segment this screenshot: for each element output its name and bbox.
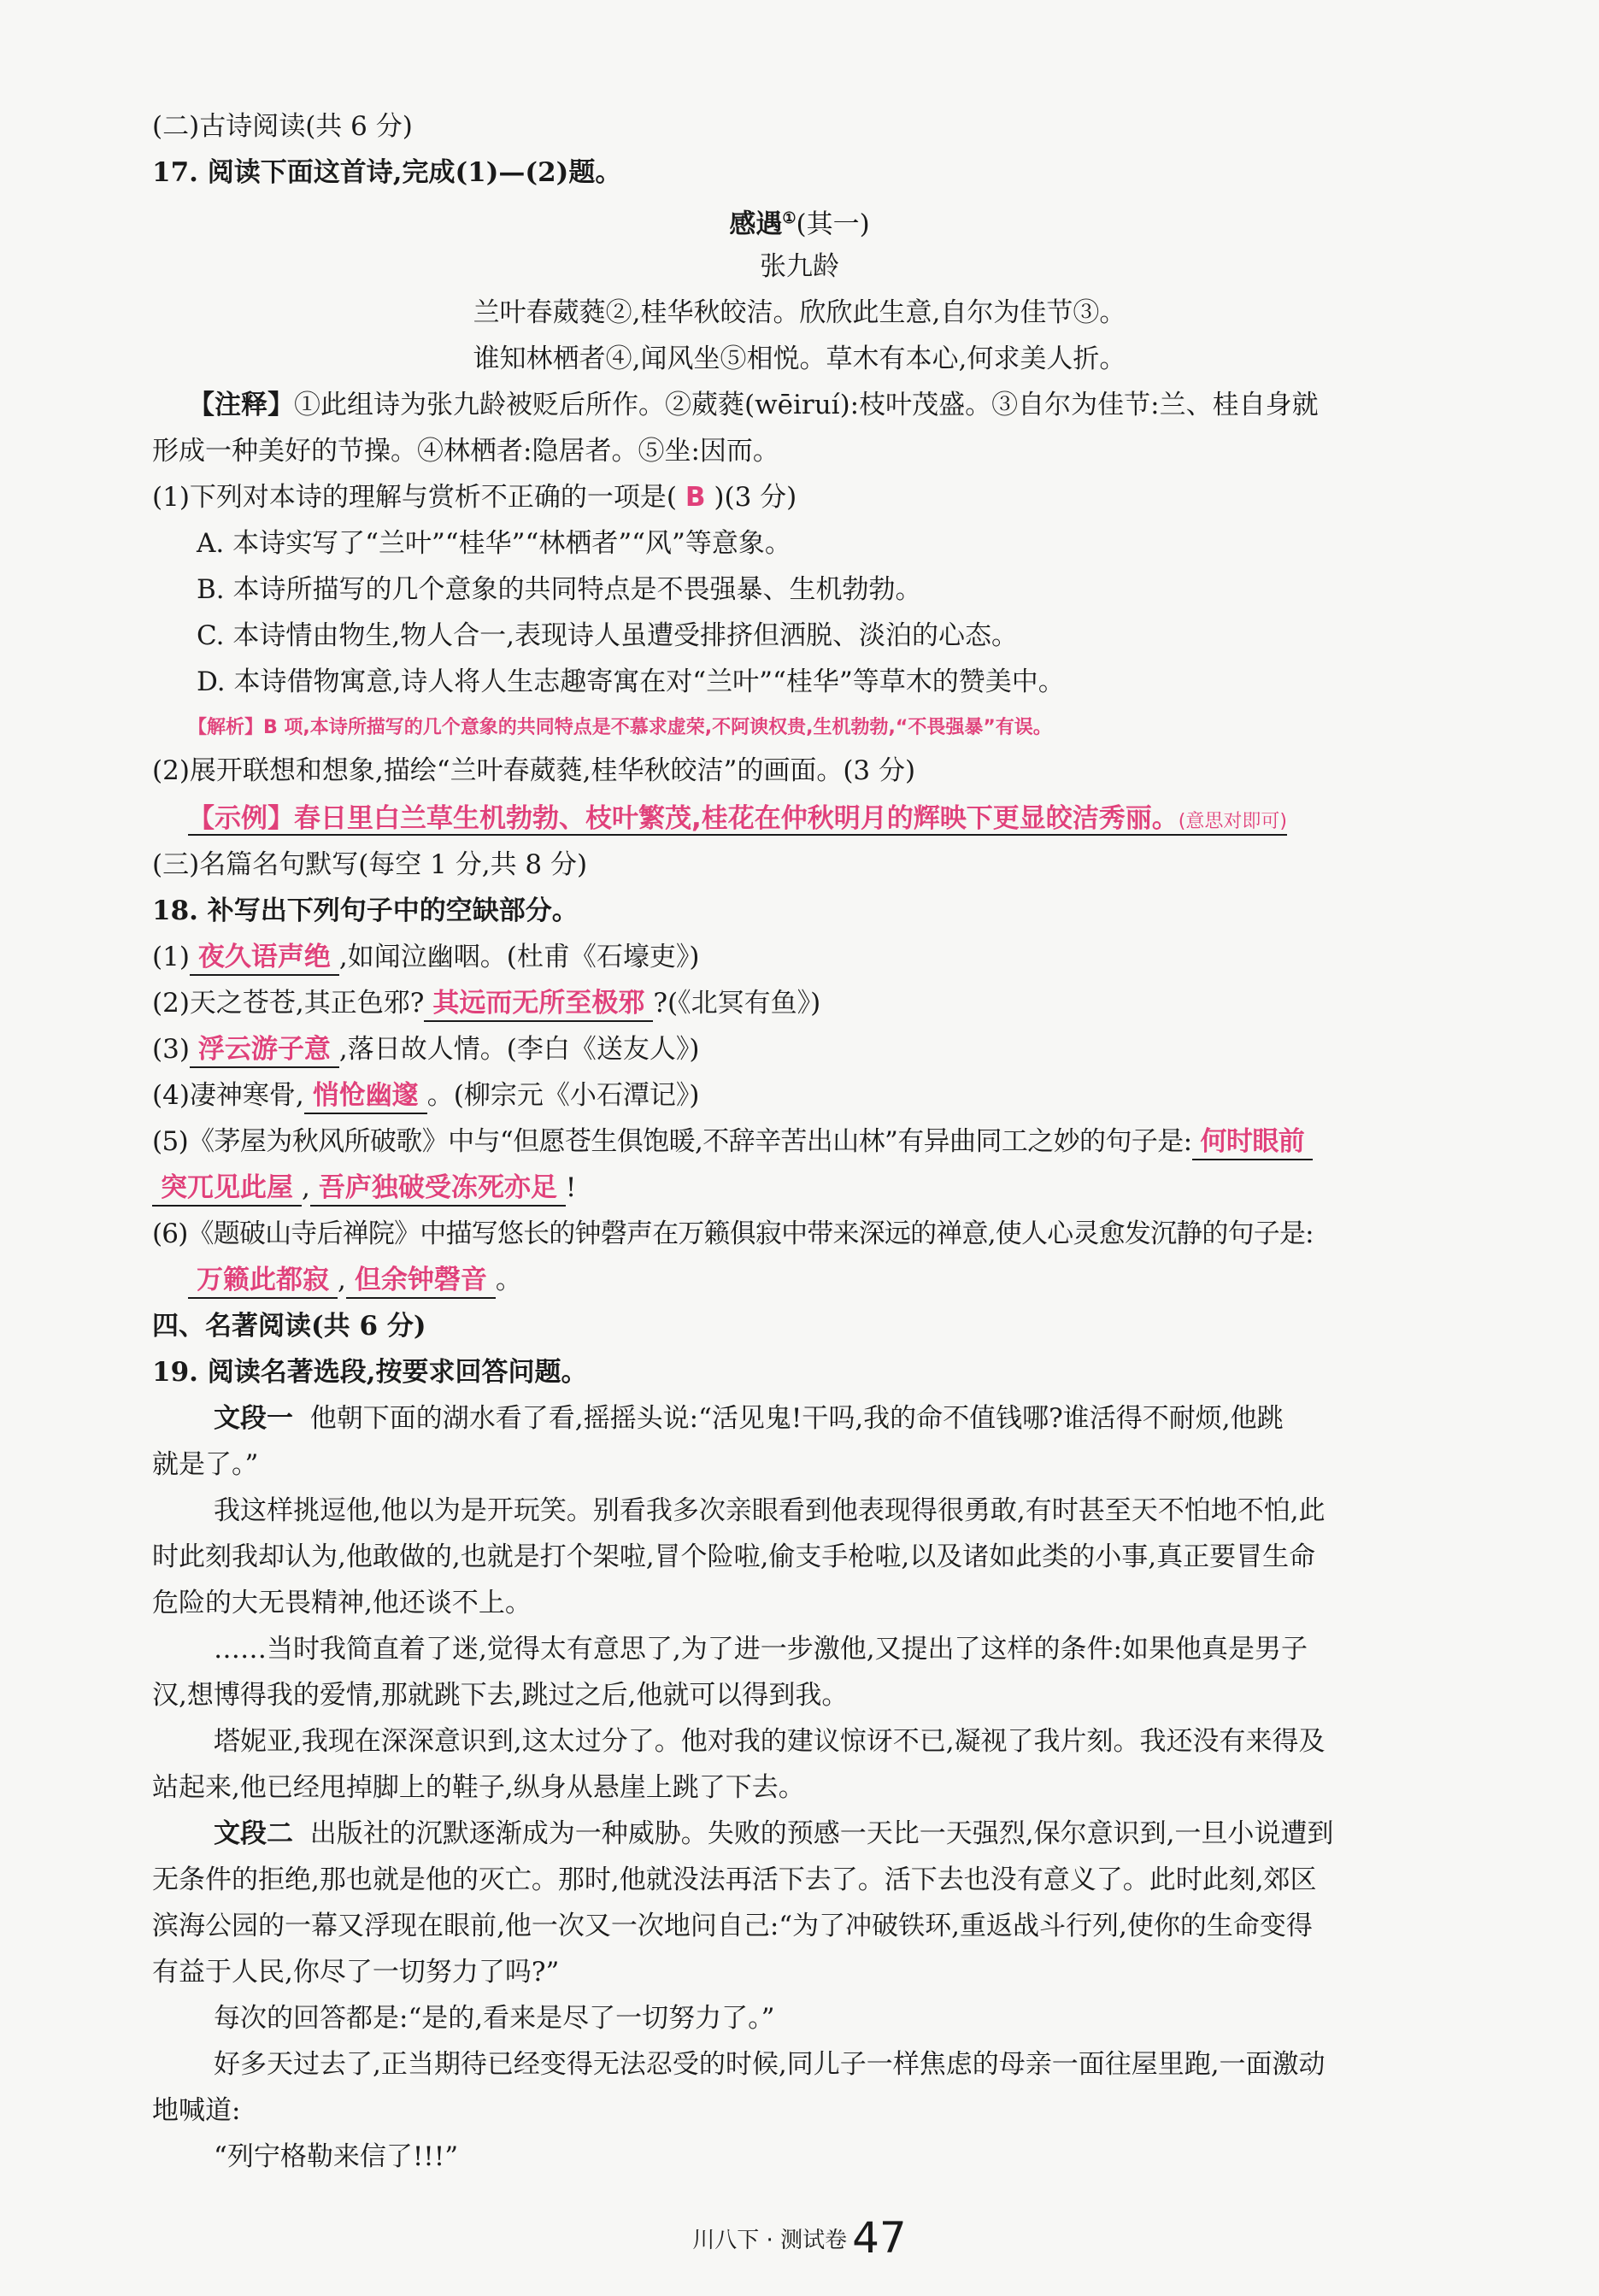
footer-label: 川八下 · 测试卷 <box>692 2228 848 2253</box>
answer-18-6-part1: 万籁此都寂 <box>188 1263 338 1299</box>
passage-2-line-1: 文段二 出版社的沉默逐渐成为一种威胁。失败的预感一天比一天强烈,保尔意识到,一旦小说遭到 <box>214 1818 1334 1849</box>
option-d: D. 本诗借物寓意,诗人将人生志趣寄寓在对“兰叶”“桂华”等草木的赞美中。 <box>197 666 1065 697</box>
section-title-famous-lines: (三)名篇名句默写(每空 1 分,共 8 分) <box>152 849 588 880</box>
answer-18-5-part1b: 突兀见此屋 <box>152 1171 302 1207</box>
passage-2-line-2: 无条件的拒绝,那也就是他的灭亡。那时,他就没法再活下去了。活下去也没有意义了。此时此刻,郊区 <box>152 1864 1317 1895</box>
question-17-2-stem: (2)展开联想和想象,描绘“兰叶春葳蕤,桂华秋皎洁”的画面。(3 分) <box>152 755 916 786</box>
passage-2-p3-line-1: 好多天过去了,正当期待已经变得无法忍受的时候,同儿子一样焦虑的母亲一面往屋里跑,一面激动 <box>214 2049 1326 2080</box>
question-18-1: (1) 夜久语声绝 ,如闻泣幽咽。(杜甫《石壕吏》) <box>152 938 1505 976</box>
passage-2-p3-line-2: 地喊道: <box>152 2095 241 2126</box>
question-18-2: (2)天之苍苍,其正色邪? 其远而无所至极邪 ?(《北冥有鱼》) <box>152 984 1505 1022</box>
question-18-3: (3) 浮云游子意 ,落日故人情。(李白《送友人》) <box>152 1031 1505 1068</box>
answer-18-3: 浮云游子意 <box>190 1032 339 1068</box>
question-18-4: (4)凄神寒骨, 悄怆幽邃 。(柳宗元《小石潭记》) <box>152 1077 1505 1114</box>
question-19-stem: 19. 阅读名著选段,按要求回答问题。 <box>152 1357 588 1388</box>
passage-1-p3-line-2: 汉,想博得我的爱情,那就跳下去,跳过之后,他就可以得到我。 <box>152 1680 849 1711</box>
page-number: 47 <box>852 2213 907 2263</box>
option-b: B. 本诗所描写的几个意象的共同特点是不畏强暴、生机勃勃。 <box>197 574 922 605</box>
poem-notes-line-1: 【注释】①此组诗为张九龄被贬后所作。②葳蕤(wēiruí):枝叶茂盛。③自尔为佳节:兰、桂自身就 <box>188 390 1319 420</box>
question-17-stem: 17. 阅读下面这首诗,完成(1)—(2)题。 <box>152 157 622 188</box>
question-18-6: (6)《题破山寺后禅院》中描写悠长的钟磬声在万籁俱寂中带来深远的禅意,使人心灵愈发沉静的句子是: <box>152 1218 1314 1249</box>
passage-1-line-1: 文段一 他朝下面的湖水看了看,摇摇头说:“活见鬼!干吗,我的命不值钱哪?谁活得不耐烦,他跳 <box>214 1403 1284 1434</box>
passage-1-p4-line-1: 塔妮亚,我现在深深意识到,这太过分了。他对我的建议惊讶不已,凝视了我片刻。我还没有来得及 <box>214 1726 1326 1757</box>
passage-2-p4: “列宁格勒来信了!!!” <box>214 2141 459 2172</box>
poem-author: 张九龄 <box>760 251 839 282</box>
answer-18-6-part2: 但余钟磬音 <box>346 1263 496 1299</box>
passage-1-p2-line-1: 我这样挑逗他,他以为是开玩笑。别看我多次亲眼看到他表现得很勇敢,有时甚至天不怕地不怕,此 <box>214 1495 1326 1526</box>
answer-18-2: 其远而无所至极邪 <box>424 986 653 1022</box>
passage-2-line-3: 滨海公园的一幕又浮现在眼前,他一次又一次地问自己:“为了冲破铁环,重返战斗行列,使你的生命变得 <box>152 1911 1313 1941</box>
poem-line-2: 谁知林栖者④,闻风坐⑤相悦。草木有本心,何求美人折。 <box>473 344 1126 374</box>
poem-line-1: 兰叶春葳蕤②,桂华秋皎洁。欣欣此生意,自尔为佳节③。 <box>473 297 1126 328</box>
passage-2-p2: 每次的回答都是:“是的,看来是尽了一切努力了。” <box>214 2003 775 2034</box>
poem-title: 感遇①(其一) <box>729 208 870 240</box>
answer-18-4: 悄怆幽邃 <box>304 1078 427 1114</box>
analysis-17-1: 【解析】B 项,本诗所描写的几个意象的共同特点是不慕求虚荣,不阿谀权贵,生机勃勃,“不畏强暴”有误。 <box>188 717 1052 738</box>
passage-1-p2-line-2: 时此刻我却认为,他敢做的,也就是打个架啦,冒个险啦,偷支手枪啦,以及诸如此类的小事,真正要冒生命 <box>152 1541 1316 1572</box>
option-a: A. 本诗实写了“兰叶”“桂华”“林栖者”“风”等意象。 <box>197 528 791 559</box>
answer-18-5-part1a: 何时眼前 <box>1192 1125 1314 1160</box>
question-17-1-stem: (1)下列对本诗的理解与赏析不正确的一项是( B )(3 分) <box>152 482 797 513</box>
option-c: C. 本诗情由物生,物人合一,表现诗人虽遭受排挤但洒脱、淡泊的心态。 <box>197 620 1019 651</box>
question-18-5: (5)《茅屋为秋风所破歌》中与“但愿苍生俱饱暖,不辞辛苦出山林”有异曲同工之妙的句子是: 何时眼前 <box>152 1123 1505 1160</box>
answer-17-2: 【示例】春日里白兰草生机勃勃、枝叶繁茂,桂花在仲秋明月的辉映下更显皎洁秀丽。(意思对即可) <box>188 803 1287 834</box>
answer-17-1: B <box>685 482 706 513</box>
section-title-classics: 四、名著阅读(共 6 分) <box>152 1311 426 1342</box>
poem-notes-line-2: 形成一种美好的节操。④林栖者:隐居者。⑤坐:因而。 <box>152 436 779 467</box>
passage-1-p2-line-3: 危险的大无畏精神,他还谈不上。 <box>152 1588 532 1618</box>
answer-18-5-part2: 吾庐独破受冻死亦足 <box>310 1171 566 1207</box>
passage-1-p3-line-1: ……当时我简直着了迷,觉得太有意思了,为了进一步激他,又提出了这样的条件:如果他真是男子 <box>214 1634 1308 1665</box>
question-18-6-cont: 万籁此都寂 , 但余钟磬音 。 <box>188 1261 1505 1299</box>
answer-18-1: 夜久语声绝 <box>190 940 339 976</box>
section-title-ancient-poetry: (二)古诗阅读(共 6 分) <box>152 111 413 142</box>
question-18-5-cont: 突兀见此屋 , 吾庐独破受冻死亦足 ! <box>152 1169 1505 1207</box>
passage-2-line-4: 有益于人民,你尽了一切努力了吗?” <box>152 1957 560 1988</box>
question-18-stem: 18. 补写出下列句子中的空缺部分。 <box>152 895 579 926</box>
passage-1-p4-line-2: 站起来,他已经甩掉脚上的鞋子,纵身从悬崖上跳了下去。 <box>152 1772 805 1803</box>
passage-1-line-2: 就是了。” <box>152 1449 259 1480</box>
page-footer <box>0 2213 1599 2263</box>
